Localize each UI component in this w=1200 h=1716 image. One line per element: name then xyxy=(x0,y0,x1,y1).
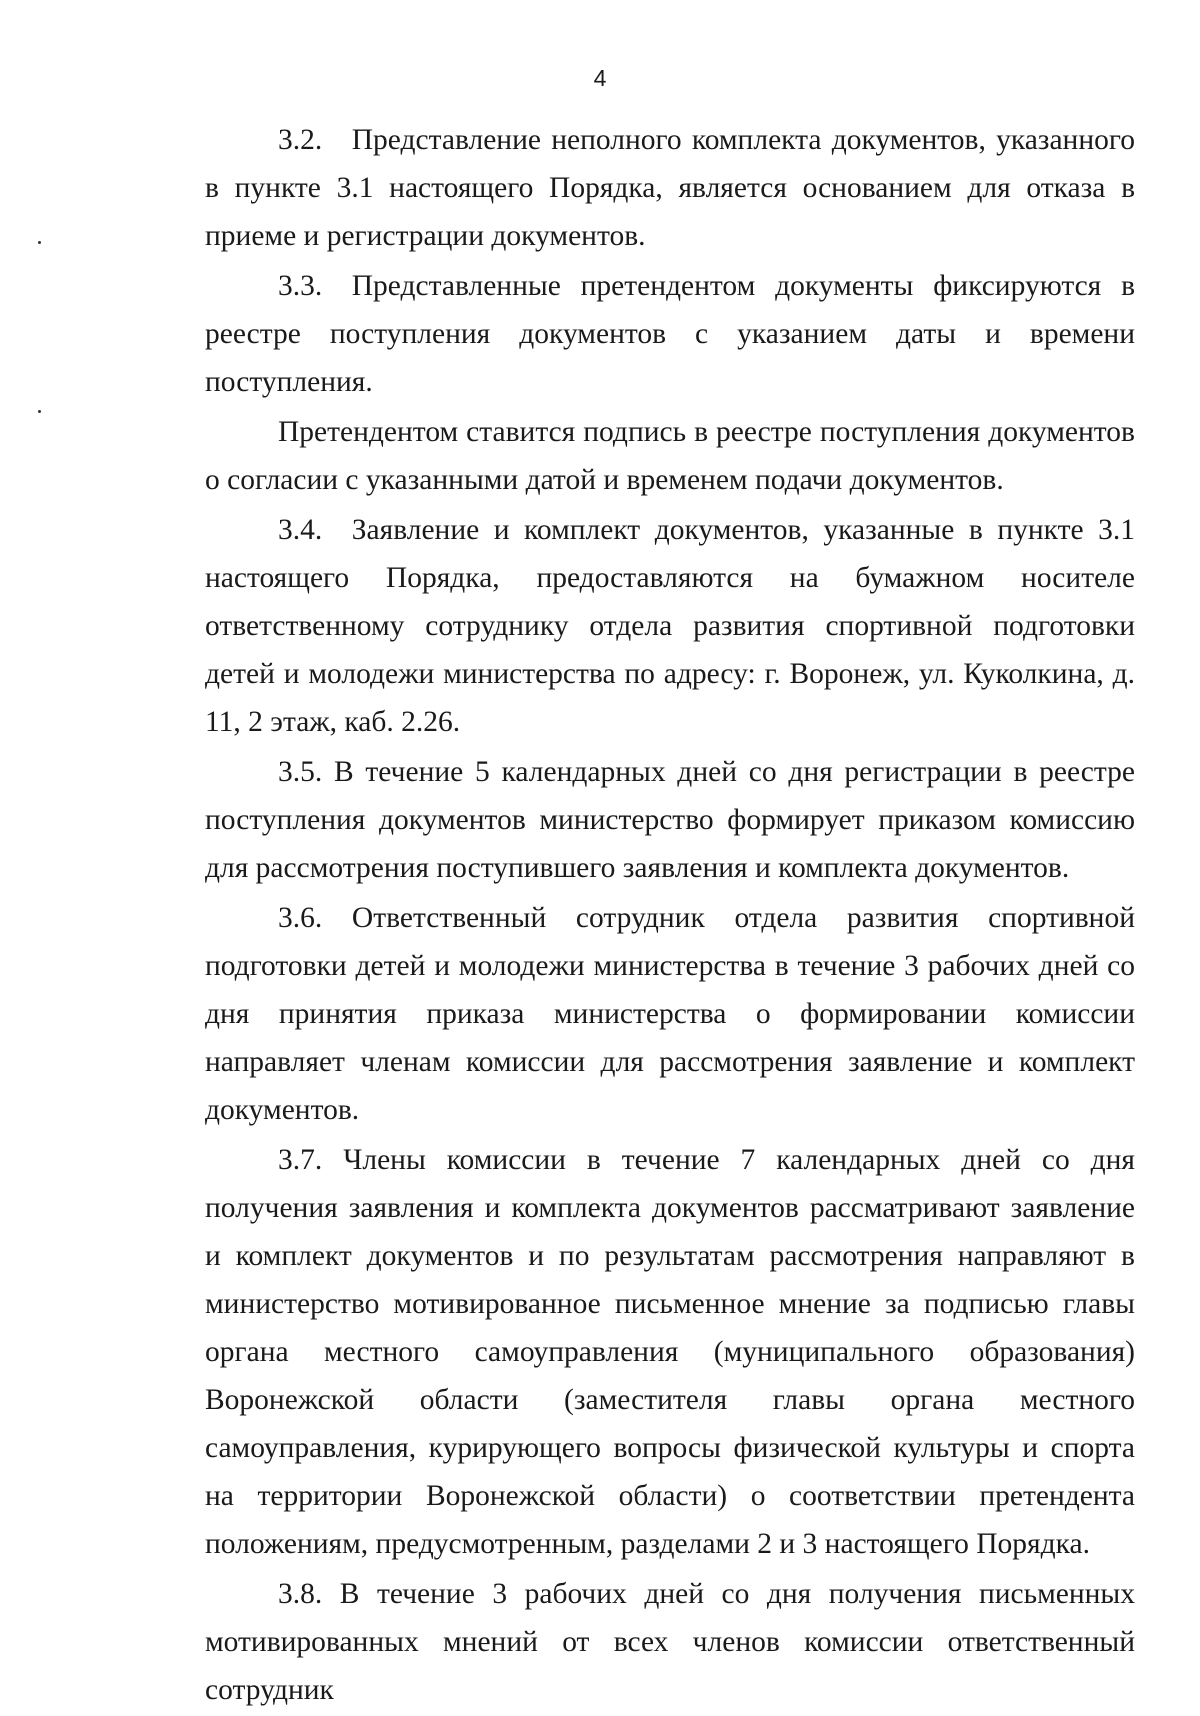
scan-mark xyxy=(38,241,41,244)
scan-mark xyxy=(38,410,41,413)
paragraph-signature: Претендентом ставится подпись в реестре поступления документов о согласии с указанными датой и временем подачи документов. xyxy=(205,416,1135,496)
paragraph-3-3: 3.3. Представленные претендентом документы фиксируются в реестре поступления документов с указанием даты и времени поступления. xyxy=(205,270,1135,398)
paragraph-3-5: 3.5. В течение 5 календарных дней со дня регистрации в реестре поступления документов министерство формирует приказом комиссию для рассмотрения поступившего заявления и комплекта документов. xyxy=(205,756,1135,884)
paragraph-3-2: 3.2. Представление неполного комплекта документов, указанного в пункте 3.1 настоящего Порядка, является основанием для отказа в приеме и регистрации документов. xyxy=(205,124,1135,252)
paragraph-3-4: 3.4. Заявление и комплект документов, указанные в пункте 3.1 настоящего Порядка, предоставляются на бумажном носителе ответственному сотруднику отдела развития спортивной подготовки детей и молодежи министерства по адресу: г. Воронеж, ул. Куколкина, д. 11, 2 этаж, каб. 2.26. xyxy=(205,514,1135,738)
document-body xyxy=(205,116,1135,1716)
page-number: 4 xyxy=(593,65,607,91)
paragraph-3-8: 3.8. В течение 3 рабочих дней со дня получения письменных мотивированных мнений от всех членов комиссии ответственный сотрудник xyxy=(205,1578,1135,1706)
paragraph-3-7: 3.7. Члены комиссии в течение 7 календарных дней со дня получения заявления и комплекта документов рассматривают заявление и комплект документов и по результатам рассмотрения направляют в министерство мотивированное письменное мнение за подписью главы органа местного самоуправления (муниципального образования) Воронежской области (заместителя главы органа местного самоуправления, курирующего вопросы физической культуры и спорта на территории Воронежской области) о соответствии претендента положениям, предусмотренным, разделами 2 и 3 настоящего Порядка. xyxy=(205,1144,1135,1560)
paragraph-3-6: 3.6. Ответственный сотрудник отдела развития спортивной подготовки детей и молодежи министерства в течение 3 рабочих дней со дня принятия приказа министерства о формировании комиссии направляет членам комиссии для рассмотрения заявление и комплект документов. xyxy=(205,902,1135,1126)
